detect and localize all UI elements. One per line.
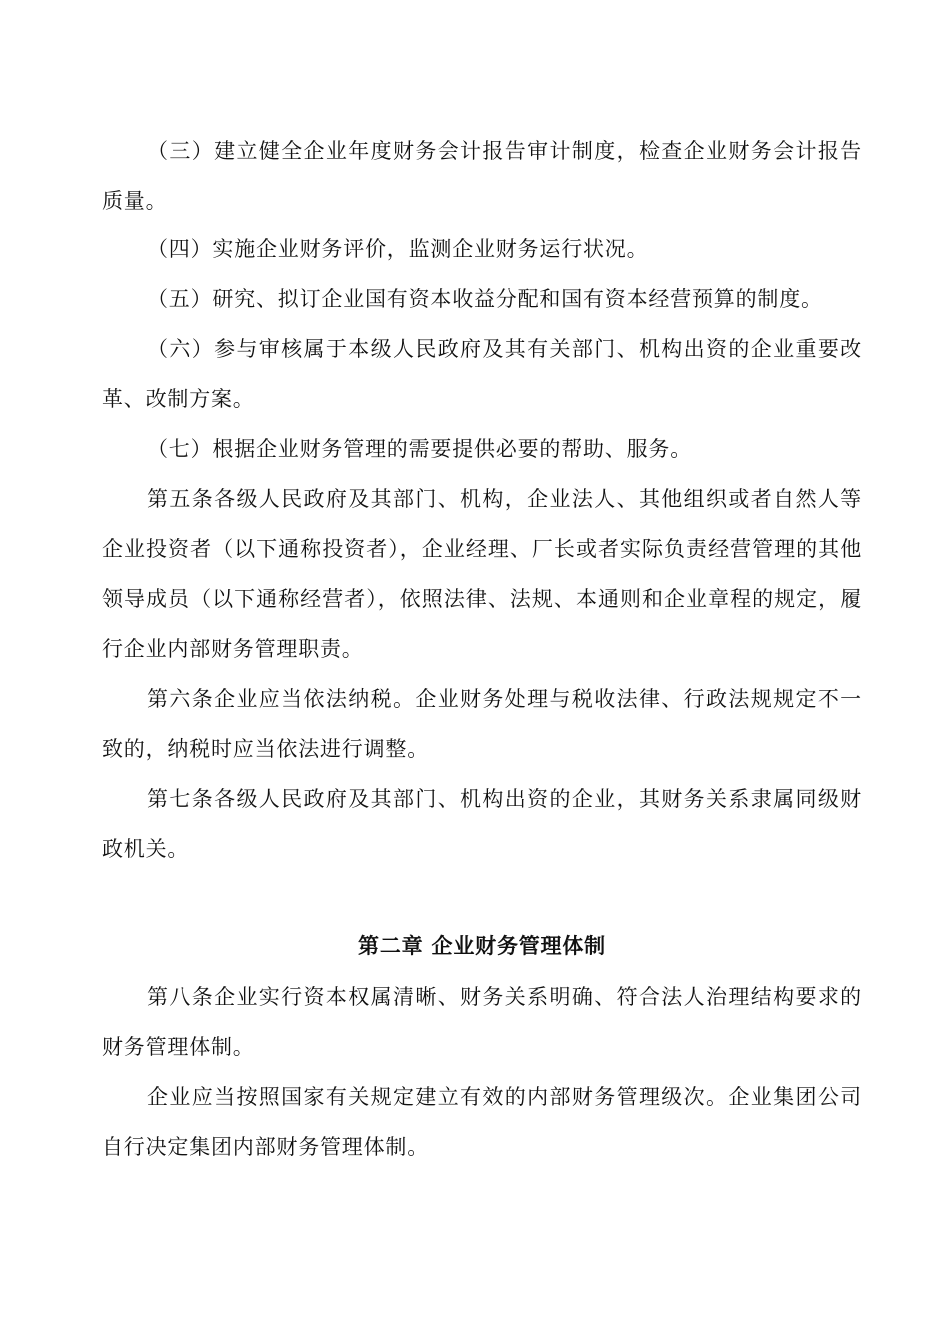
paragraph-5: （五）研究、拟订企业国有资本收益分配和国有资本经营预算的制度。 xyxy=(147,287,823,311)
paragraph-6: （六）参与审核属于本级人民政府及其有关部门、机构出资的企业重要改革、改制方案。 xyxy=(102,337,862,411)
chapter-heading: 第二章 企业财务管理体制 xyxy=(358,933,606,958)
paragraph-4: （四）实施企业财务评价，监测企业财务运行状况。 xyxy=(147,237,649,261)
internal-finance-paragraph: 企业应当按照国家有关规定建立有效的内部财务管理级次。企业集团公司自行决定集团内部财务管理体制。 xyxy=(102,1085,862,1159)
article-8: 第八条企业实行资本权属清晰、财务关系明确、符合法人治理结构要求的财务管理体制。 xyxy=(102,985,862,1059)
paragraph-3: （三）建立健全企业年度财务会计报告审计制度，检查企业财务会计报告质量。 xyxy=(102,139,862,213)
paragraph-7: （七）根据企业财务管理的需要提供必要的帮助、服务。 xyxy=(147,437,692,461)
article-6: 第六条企业应当依法纳税。企业财务处理与税收法律、行政法规规定不一致的，纳税时应当依法进行调整。 xyxy=(102,687,862,761)
article-5: 第五条各级人民政府及其部门、机构，企业法人、其他组织或者自然人等企业投资者（以下通称投资者），企业经理、厂长或者实际负责经营管理的其他领导成员（以下通称经营者），依照法律、法规、本通则和企业章程的规定，履行企业内部财务管理职责。 xyxy=(102,487,862,661)
article-7: 第七条各级人民政府及其部门、机构出资的企业，其财务关系隶属同级财政机关。 xyxy=(102,787,862,861)
